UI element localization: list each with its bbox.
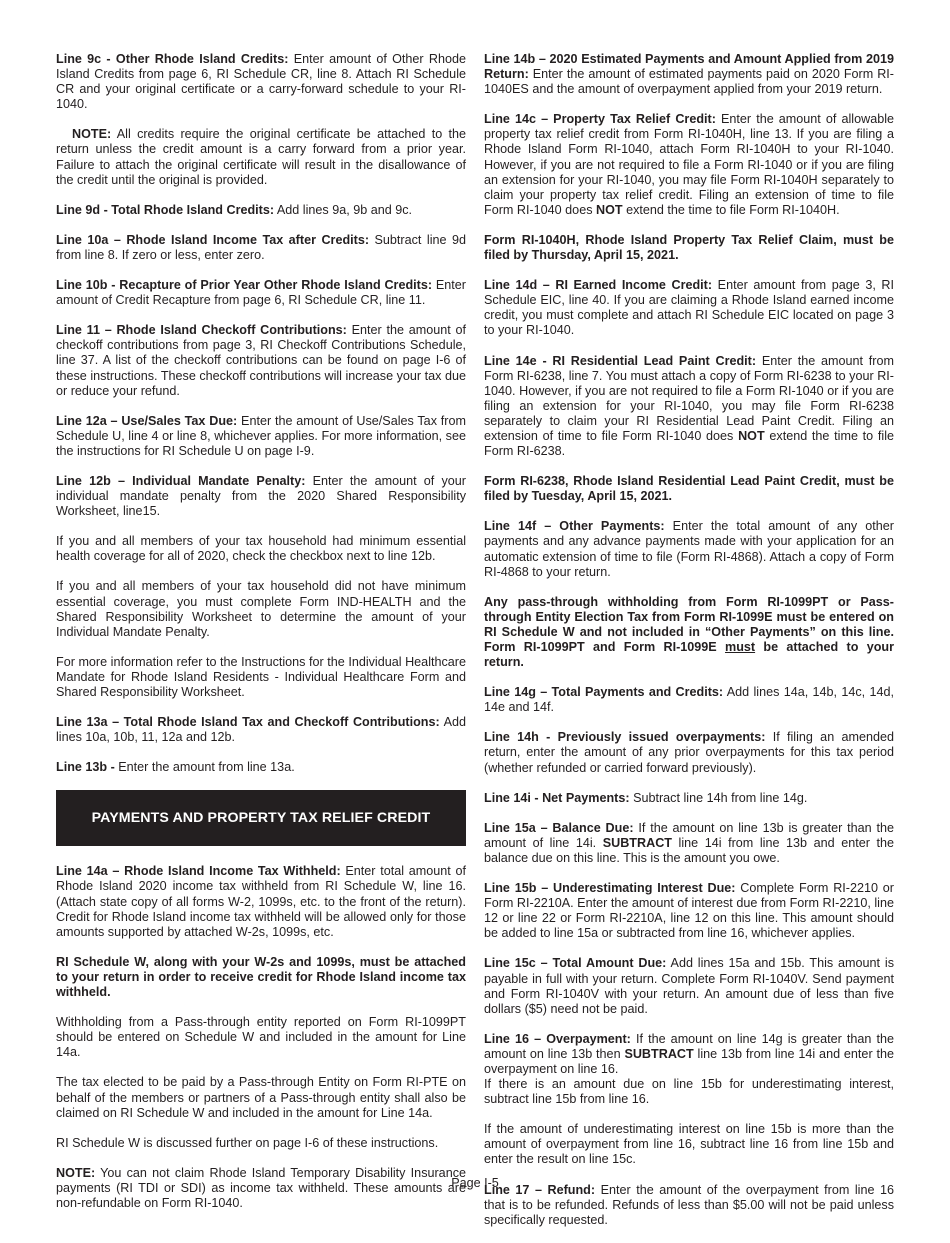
passthrough-withholding-paragraph: Withholding from a Pass-through entity reported on Form RI-1099PT should be entered on Schedule W and included in the amount for Line 14a.	[56, 1015, 466, 1060]
right-column	[484, 52, 894, 1243]
line-9d-paragraph: Line 9d - Total Rhode Island Credits: Add lines 9a, 9b and 9c.	[56, 202, 413, 217]
line-13b-paragraph: Line 13b - Enter the amount from line 13a.	[56, 760, 295, 775]
line-14f-paragraph: Line 14f – Other Payments: Enter the total amount of any other payments and any advance payments made with your application for an automatic extension of time to file (Form RI-4868). Attach a copy of Form RI-4868 to your return.	[484, 519, 894, 579]
line-9c-paragraph: Line 9c - Other Rhode Island Credits: Enter amount of Other Rhode Island Credits from page 6, RI Schedule CR, line 8. Attach RI Schedule CR and your original certificate or a carry-forward schedule to your RI-1040.	[56, 52, 466, 112]
line-12a-paragraph: Line 12a – Use/Sales Tax Due: Enter the amount of Use/Sales Tax from Schedule U, line 4 or line 8, whichever applies. For more information, see the instructions for RI Schedule U on page I-9.	[56, 413, 466, 458]
coverage-no-paragraph: If you and all members of your tax household did not have minimum essential coverage, you must complete Form IND-HEALTH and the Shared Responsibility Worksheet to determine the amount of your Individual Mandate Penalty.	[56, 579, 466, 639]
schedule-w-bold-paragraph: RI Schedule W, along with your W-2s and 1099s, must be attached to your return in order to receive credit for Rhode Island income tax withheld.	[56, 954, 466, 1000]
line-14a-paragraph: Line 14a – Rhode Island Income Tax Withheld: Enter total amount of Rhode Island 2020 income tax withheld from RI Schedule W, line 16. (Attach state copy of all forms W-2, 1099s, etc. to the front of the return). Credit for Rhode Island income tax withheld will be allowed only for those amounts supported by attached W-2s, 1099s, etc.	[56, 864, 466, 939]
line-10a-paragraph: Line 10a – Rhode Island Income Tax after Credits: Subtract line 9d from line 8. If zero or less, enter zero.	[56, 232, 466, 262]
page-number: Page I-5	[451, 1176, 499, 1190]
credits-note-paragraph: NOTE: All credits require the original certificate be attached to the return unless the credit amount is a carry forward from a prior year. Failure to attach the original certificate will result in the disallowance of the credit until the original is provided.	[56, 127, 466, 187]
coverage-yes-paragraph: If you and all members of your tax household had minimum essential health coverage for all of 2020, check the checkbox next to line 12b.	[56, 534, 466, 564]
lead-paint-deadline-paragraph: Form RI-6238, Rhode Island Residential Lead Paint Credit, must be filed by Tuesday, April 15, 2021.	[484, 474, 894, 504]
section-banner: PAYMENTS AND PROPERTY TAX RELIEF CREDIT	[56, 790, 466, 846]
schedule-w-discussed-paragraph: RI Schedule W is discussed further on page I-6 of these instructions.	[56, 1135, 439, 1150]
line-17-paragraph: Line 17 – Refund: Enter the amount of the overpayment from line 16 that is to be refunded. Refunds of less than $5.00 will not be paid unless specifically requested.	[484, 1182, 894, 1227]
pte-paragraph: The tax elected to be paid by a Pass-through Entity on Form RI-PTE on behalf of the members or partners of a Pass-through entity shall also be claimed on RI Schedule W and included in the amount for Line 14a.	[56, 1075, 466, 1120]
line-14i-paragraph: Line 14i - Net Payments: Subtract line 14h from line 14g.	[484, 790, 808, 805]
line-11-paragraph: Line 11 – Rhode Island Checkoff Contributions: Enter the amount of checkoff contributions from page 3, RI Checkoff Contributions Schedule, line 37. A list of the checkoff contributions can be found on page I-6 of these instructions. These checkoff contributions will increase your tax due or reduce your refund.	[56, 323, 466, 398]
line-14h-paragraph: Line 14h - Previously issued overpayments: If filing an amended return, enter the amount of any prior overpayments for this tax period (whether refunded or carried forward previously).	[484, 730, 894, 775]
line-10b-paragraph: Line 10b - Recapture of Prior Year Other Rhode Island Credits: Enter amount of Credit Recapture from page 6, RI Schedule CR, line 11.	[56, 278, 466, 308]
more-info-paragraph: For more information refer to the Instructions for the Individual Healthcare Mandate for Rhode Island Residents - Individual Healthcare Form and Shared Responsibility Worksheet.	[56, 654, 466, 699]
line-15a-paragraph: Line 15a – Balance Due: If the amount on line 13b is greater than the amount of line 14i. SUBTRACT line 14i from line 13b and enter the balance due on this line. This is the amount you owe.	[484, 820, 894, 865]
line-14b-paragraph: Line 14b – 2020 Estimated Payments and Amount Applied from 2019 Return: Enter the amount of estimated payments paid on 2020 Form RI-1040ES and the amount of overpayment applied from your 2019 return.	[484, 52, 894, 97]
left-column	[56, 52, 466, 1226]
rh-1040h-deadline-paragraph: Form RI-1040H, Rhode Island Property Tax Relief Claim, must be filed by Thursday, April 15, 2021.	[484, 232, 894, 263]
line-15b-paragraph: Line 15b – Underestimating Interest Due: Complete Form RI-2210 or Form RI-2210A. Enter the amount of interest due from Form RI-2210, line 12 or line 22 or Form RI-2210A, line 12 on this line. This amount should be added to line 15a or subtracted from line 16, whichever applies.	[484, 881, 894, 941]
line-16-paragraph: Line 16 – Overpayment: If the amount on line 14g is greater than the amount on line 13b then SUBTRACT line 13b from line 14i and enter the overpayment on line 16.	[484, 1031, 895, 1076]
line-15c-paragraph: Line 15c – Total Amount Due: Add lines 15a and 15b. This amount is payable in full with your return. Complete Form RI-1040V. Send payment and Form RI-1040V with your return. An amount due of less than five dollars ($5) need not be paid.	[484, 956, 894, 1016]
line-14e-paragraph: Line 14e - RI Residential Lead Paint Credit: Enter the amount from Form RI-6238, line 7. You must attach a copy of Form RI-6238 to your RI-1040. However, if you are not required to file a Form RI-1040 or if you are filing an extension for your RI-1040, you may file Form RI-6238 separately to claim your RI Residential Lead Paint Credit. Filing an extension of time to file Form RI-1040 does NOT extend the time to file Form RI-6238.	[484, 353, 894, 459]
line-14d-paragraph: Line 14d – RI Earned Income Credit: Enter amount from page 3, RI Schedule EIC, line 40. If you are claiming a Rhode Island earned income credit, you must complete and attach RI Schedule EIC located on page 3 to your RI-1040.	[484, 278, 895, 338]
line-14c-paragraph: Line 14c – Property Tax Relief Credit: Enter the amount of allowable property tax relief credit from Form RI-1040H, line 13. If you are filing a Rhode Island Form RI-1040, attach Form RI-1040H to your RI-1040. However, if you are not required to file a Form RI-1040 or if you are filing an extension for your RI-1040, you may file Form RI-1040H separately to claim your property tax relief credit. Filing an extension of time to file Form RI-1040 does NOT extend the time to file Form RI-1040H.	[484, 112, 895, 217]
tdi-note-paragraph: NOTE: You can not claim Rhode Island Temporary Disability Insurance payments (RI TDI or SDI) as income tax withheld. These amounts are non-refundable on Form RI-1040.	[56, 1165, 466, 1210]
passthrough-bold-paragraph: Any pass-through withholding from Form RI-1099PT or Pass-through Entity Election Tax from Form RI-1099E must be entered on RI Schedule W and not included in “Other Payments” on this line. Form RI-1099PT and Form RI-1099E must be attached to your return.	[484, 594, 894, 670]
line-13a-paragraph: Line 13a – Total Rhode Island Tax and Checkoff Contributions: Add lines 10a, 10b, 11, 12a and 12b.	[56, 715, 466, 745]
underestimating-paragraph: If the amount of underestimating interest on line 15b is more than the amount of overpayment from line 16, subtract line 16 from line 15b and enter the result on line 15c.	[484, 1122, 894, 1167]
line-14g-paragraph: Line 14g – Total Payments and Credits: Add lines 14a, 14b, 14c, 14d, 14e and 14f.	[484, 685, 894, 715]
line-12b-paragraph: Line 12b – Individual Mandate Penalty: Enter the amount of your individual mandate penalty from the 2020 Shared Responsibility Worksheet, line15.	[56, 473, 466, 519]
line-16-extra-paragraph: If there is an amount due on line 15b for underestimating interest, subtract line 15b from line 16.	[484, 1077, 894, 1107]
